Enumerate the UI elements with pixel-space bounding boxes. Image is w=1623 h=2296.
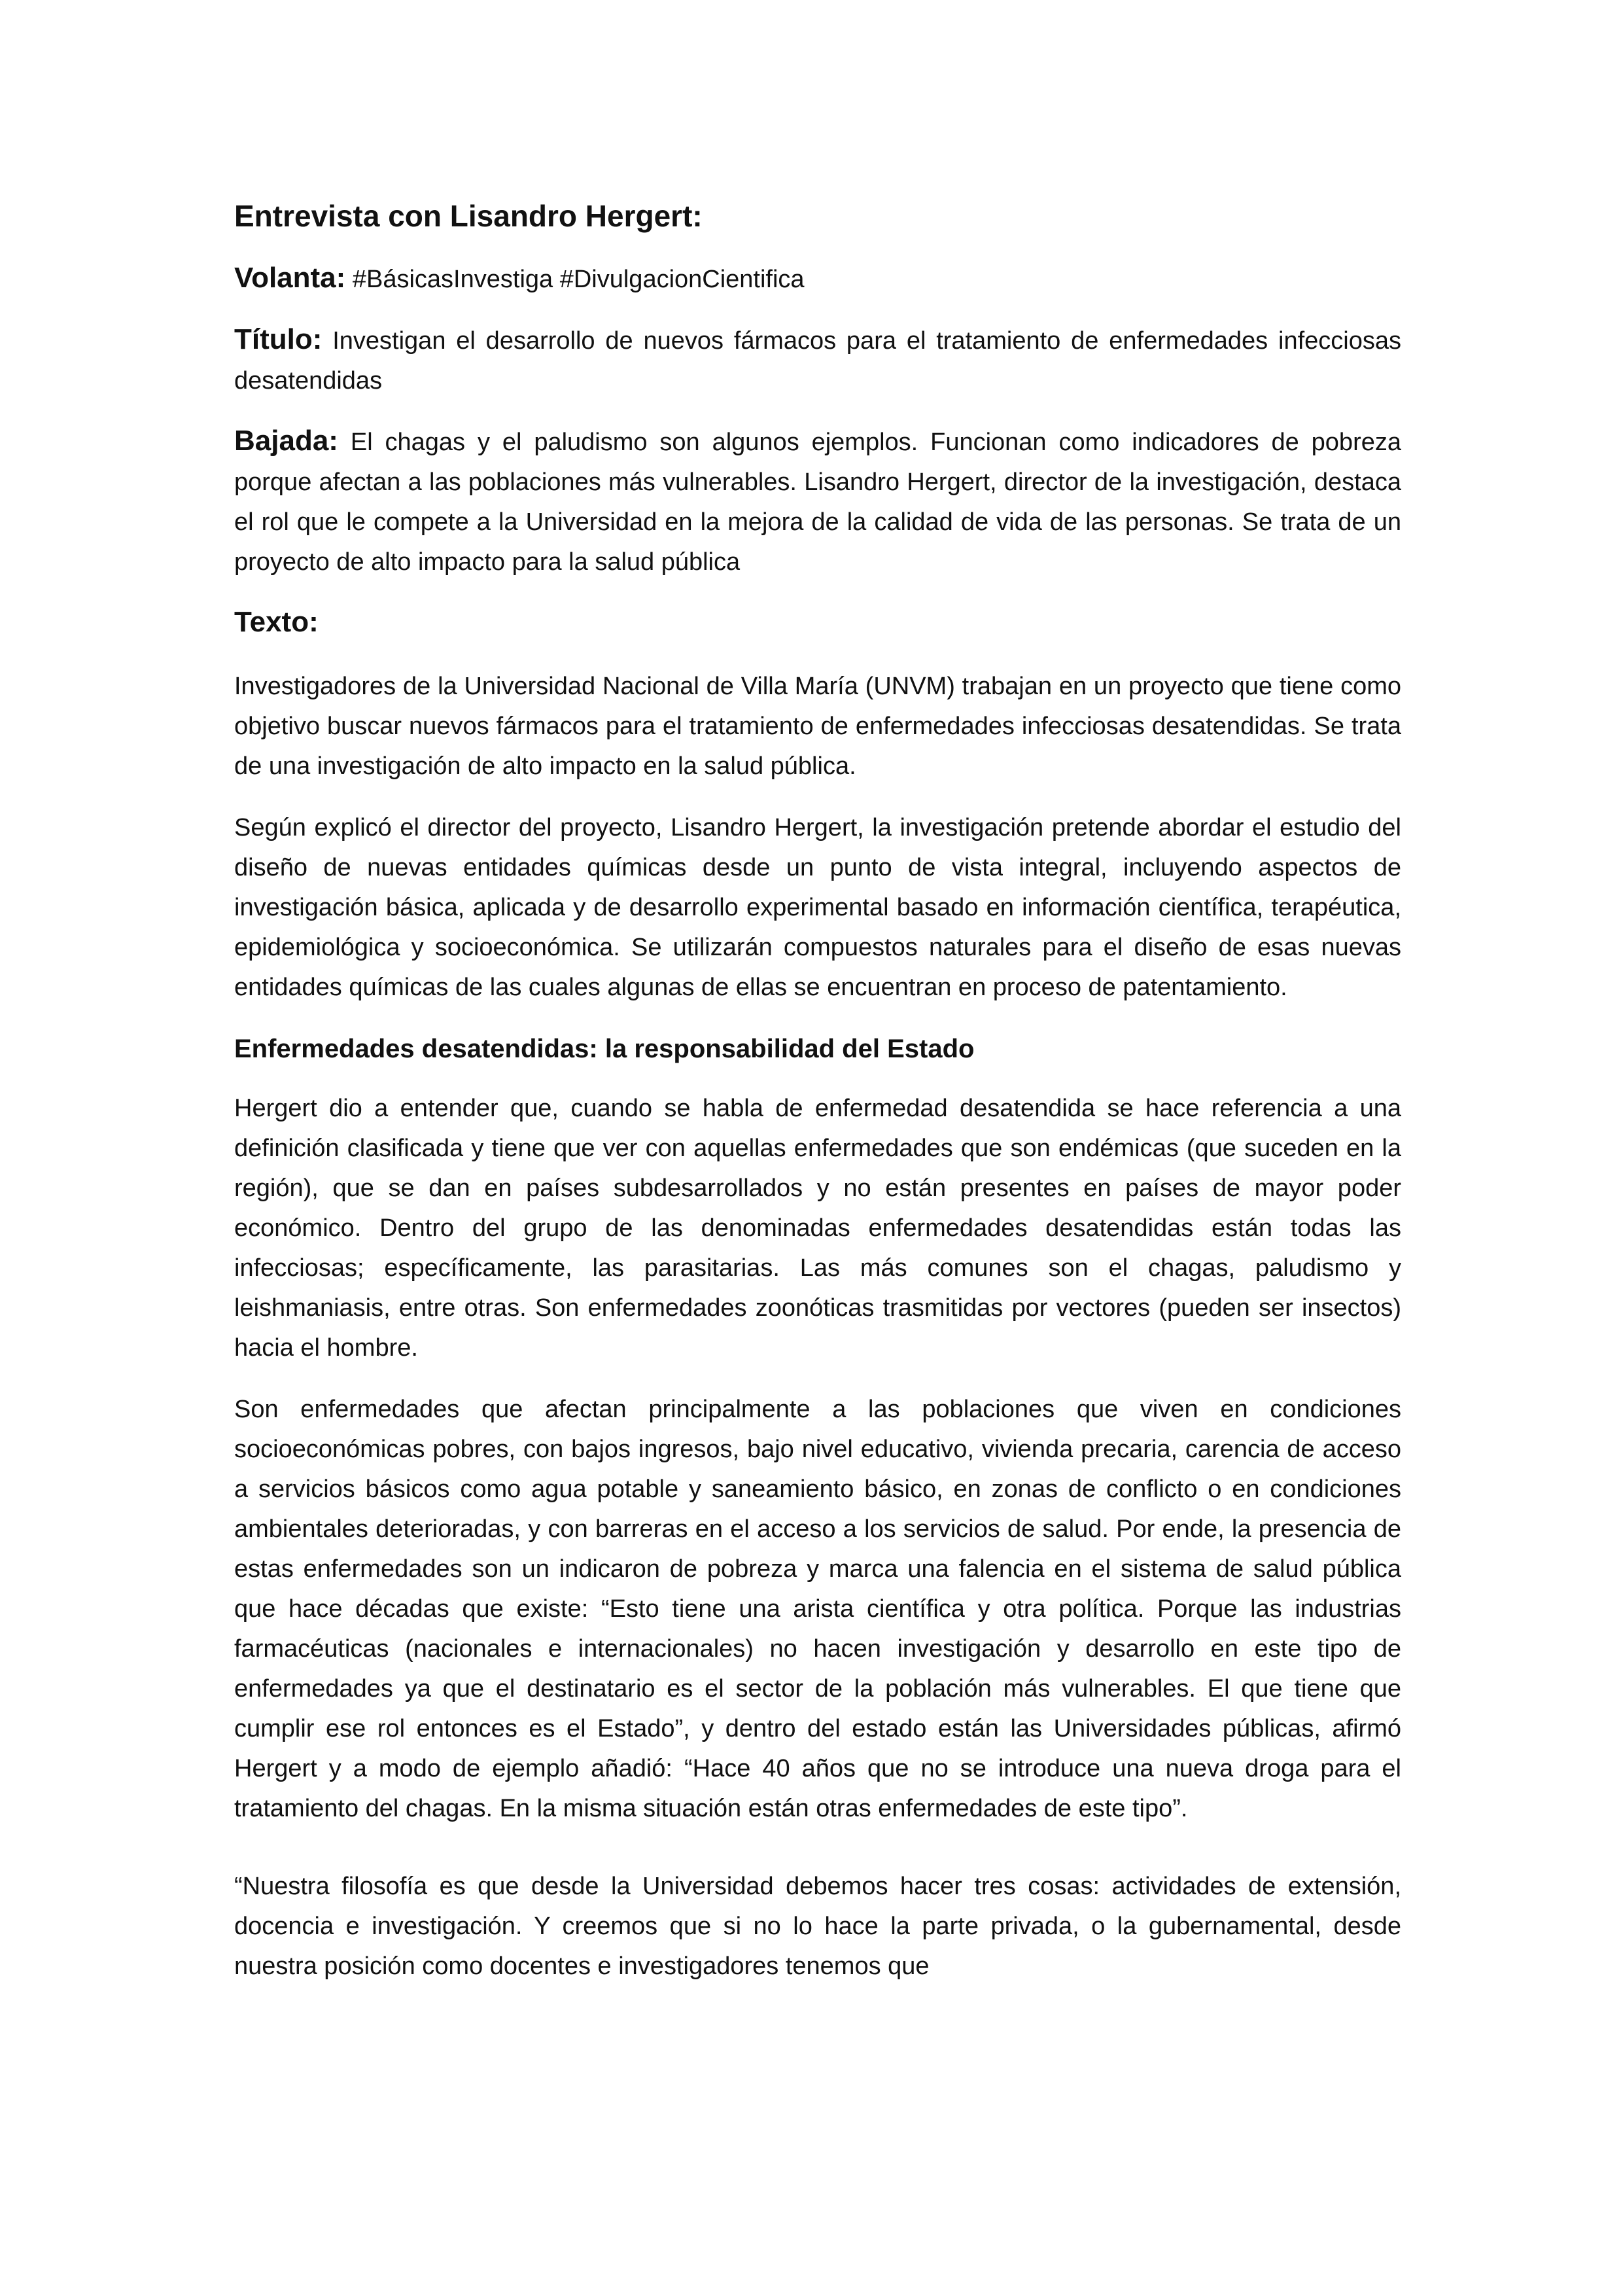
body-paragraph: Hergert dio a entender que, cuando se habla de enfermedad desatendida se hace referencia a una definición clasificada y tiene que ver con aquellas enfermedades que son endémicas (que suceden en la región), que se dan en países subdesarrollados y no están presentes en países de mayor poder económico. Dentro del grupo de las denominadas enfermedades desatendidas están todas las infecciosas; específicamente, las parasitarias. Las más comunes son el chagas, paludismo y leishmaniasis, entre otras. Son enfermedades zoonóticas trasmitidas por vectores (pueden ser insectos) hacia el hombre. — [234, 1095, 1401, 1362]
document-content — [234, 196, 1401, 2008]
volanta-label: Volanta: — [234, 262, 346, 294]
texto-label: Texto: — [234, 606, 319, 638]
titulo-line — [234, 319, 1401, 401]
bajada-label: Bajada: — [234, 425, 338, 457]
section-subheading: Enfermedades desatendidas: la responsabilidad del Estado — [234, 1034, 975, 1063]
titulo-label: Título: — [234, 323, 323, 355]
titulo-value: Investigan el desarrollo de nuevos fármacos para el tratamiento de enfermedades infecciosas desatendidas — [234, 327, 1401, 395]
volanta-value: #BásicasInvestiga #DivulgacionCientifica — [345, 266, 805, 293]
body-paragraph: Son enfermedades que afectan principalmente a las poblaciones que viven en condiciones socioeconómicas pobres, con bajos ingresos, bajo nivel educativo, vivienda precaria, carencia de acceso a servicios básicos como agua potable y saneamiento básico, en zonas de conflicto o en condiciones ambientales deterioradas, y con barreras en el acceso a los servicios de salud. Por ende, la presencia de estas enfermedades son un indicaron de pobreza y marca una falencia en el sistema de salud pública que hace décadas que existe: “Esto tiene una arista científica y otra política. Porque las industrias farmacéuticas (nacionales e internacionales) no hacen investigación y desarrollo en este tipo de enfermedades ya que el destinatario es el sector de la población más vulnerables. El que tiene que cumplir ese rol entonces es el Estado”, y dentro del estado están las Universidades públicas, afirmó Hergert y a modo de ejemplo añadió: “Hace 40 años que no se introduce una nueva droga para el tratamiento del chagas. En la misma situación están otras enfermedades de este tipo”. — [234, 1396, 1401, 1822]
body-paragraph: Investigadores de la Universidad Nacional de Villa María (UNVM) trabajan en un proyecto que tiene como objetivo buscar nuevos fármacos para el tratamiento de enfermedades infecciosas desatendidas. Se trata de una investigación de alto impacto en la salud pública. — [234, 673, 1401, 780]
body-paragraph-final: “Nuestra filosofía es que desde la Universidad debemos hacer tres cosas: actividades de extensión, docencia e investigación. Y creemos que si no lo hace la parte privada, o la gubernamental, desde nuestra posición como docentes e investigadores tenemos que — [234, 1873, 1401, 1980]
interview-heading: Entrevista con Lisandro Hergert: — [234, 199, 703, 233]
body-paragraph: Según explicó el director del proyecto, Lisandro Hergert, la investigación pretende abordar el estudio del diseño de nuevas entidades químicas desde un punto de vista integral, incluyendo aspectos de investigación básica, aplicada y de desarrollo experimental basado en información científica, terapéutica, epidemiológica y socioeconómica. Se utilizarán compuestos naturales para el diseño de esas nuevas entidades químicas de las cuales algunas de ellas se encuentran en proceso de patentamiento. — [234, 814, 1401, 1001]
bajada-value: El chagas y el paludismo son algunos ejemplos. Funcionan como indicadores de pobreza porque afectan a las poblaciones más vulnerables. Lisandro Hergert, director de la investigación, destaca el rol que le compete a la Universidad en la mejora de la calidad de vida de las personas. Se trata de un proyecto de alto impacto para la salud pública — [234, 429, 1401, 576]
bajada-line — [234, 421, 1401, 582]
volanta-line — [234, 258, 1401, 300]
